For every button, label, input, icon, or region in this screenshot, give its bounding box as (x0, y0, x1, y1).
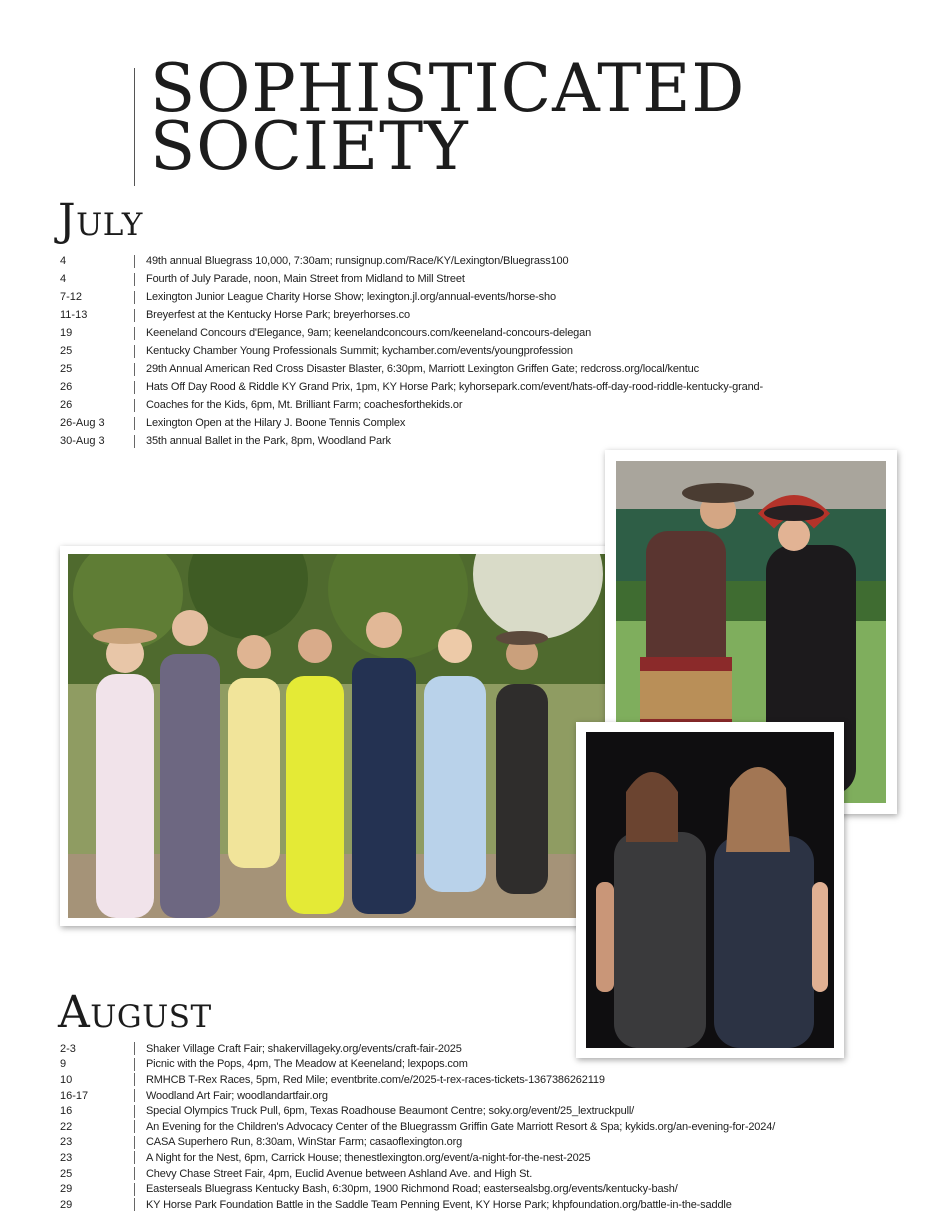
event-description: 49th annual Bluegrass 10,000, 7:30am; runsignup.com/Race/KY/Lexington/Bluegrass100 (146, 255, 569, 267)
event-date: 25 (60, 345, 73, 357)
group-photo-image (68, 554, 617, 918)
event-date: 19 (60, 327, 73, 339)
title-rule (134, 68, 135, 186)
event-date: 4 (60, 255, 67, 267)
event-row (60, 1150, 910, 1166)
event-row (60, 1119, 910, 1135)
event-row (60, 414, 910, 432)
event-description: Fourth of July Parade, noon, Main Street from Midland to Mill Street (146, 273, 465, 285)
event-description: An Evening for the Children's Advocacy Center of the Bluegrassm Griffin Gate Marriott Resort & Spa; kykids.org/an-evening-for-2024/ (146, 1120, 776, 1133)
column-divider (134, 435, 135, 448)
event-row (60, 1057, 910, 1073)
event-row (60, 270, 910, 288)
column-divider (134, 1151, 135, 1164)
event-description: Lexington Junior League Charity Horse Show; lexington.jl.org/annual-events/horse-sho (146, 291, 556, 303)
column-divider (134, 1105, 135, 1118)
event-description: RMHCB T-Rex Races, 5pm, Red Mile; eventbrite.com/e/2025-t-rex-races-tickets-1367386262119 (146, 1073, 605, 1086)
column-divider (134, 255, 135, 268)
column-divider (134, 1058, 135, 1071)
column-divider (134, 399, 135, 412)
column-divider (134, 1167, 135, 1180)
title-line-1: SOPHISTICATED (150, 50, 746, 127)
event-date: 26 (60, 381, 73, 393)
event-date: 25 (60, 363, 73, 375)
column-divider (134, 1120, 135, 1133)
group-photo (60, 546, 625, 926)
event-row (60, 1041, 910, 1057)
event-description: Easterseals Bluegrass Kentucky Bash, 6:30pm, 1900 Richmond Road; eastersealsbg.org/events/kentucky-bash/ (146, 1183, 678, 1196)
event-row (60, 1197, 910, 1213)
event-description: Breyerfest at the Kentucky Horse Park; breyerhorses.co (146, 309, 410, 321)
event-date: 26-Aug 3 (60, 417, 105, 429)
column-divider (134, 363, 135, 376)
event-row (60, 1072, 910, 1088)
column-divider (134, 1042, 135, 1055)
event-description: Coaches for the Kids, 6pm, Mt. Brilliant Farm; coachesforthekids.or (146, 399, 463, 411)
event-description: Chevy Chase Street Fair, 4pm, Euclid Avenue between Ashland Ave. and High St. (146, 1167, 533, 1180)
event-row (60, 1135, 910, 1151)
column-divider (134, 417, 135, 430)
event-description: Lexington Open at the Hilary J. Boone Tennis Complex (146, 417, 406, 429)
event-date: 29 (60, 1198, 73, 1211)
event-date: 22 (60, 1120, 73, 1133)
event-date: 16-17 (60, 1089, 89, 1102)
event-row (60, 432, 910, 450)
column-divider (134, 327, 135, 340)
july-event-list (60, 252, 910, 450)
column-divider (134, 1073, 135, 1086)
event-description: Shaker Village Craft Fair; shakervillageky.org/events/craft-fair-2025 (146, 1042, 462, 1055)
event-row (60, 378, 910, 396)
event-row (60, 1103, 910, 1119)
event-date: 25 (60, 1167, 73, 1180)
two-women-photo-image (586, 732, 834, 1048)
column-divider (134, 1089, 135, 1102)
event-row (60, 1166, 910, 1182)
column-divider (134, 1198, 135, 1211)
event-date: 16 (60, 1105, 73, 1118)
event-date: 7-12 (60, 291, 83, 303)
event-description: A Night for the Nest, 6pm, Carrick House; thenestlexington.org/event/a-night-for-the-nest-2025 (146, 1151, 591, 1164)
column-divider (134, 1136, 135, 1149)
column-divider (134, 381, 135, 394)
two-women-photo (576, 722, 844, 1058)
event-date: 26 (60, 399, 73, 411)
august-event-list (60, 1041, 910, 1213)
event-description: 29th Annual American Red Cross Disaster Blaster, 6:30pm, Marriott Lexington Griffen Gate; redcross.org/local/kentuc (146, 363, 699, 375)
page-title (150, 50, 746, 185)
column-divider (134, 309, 135, 322)
event-date: 23 (60, 1136, 73, 1149)
event-description: Woodland Art Fair; woodlandartfair.org (146, 1089, 328, 1102)
event-date: 9 (60, 1058, 67, 1071)
event-row (60, 306, 910, 324)
event-description: KY Horse Park Foundation Battle in the Saddle Team Penning Event, KY Horse Park; khpfoundation.org/battle-in-the-saddle (146, 1198, 732, 1211)
column-divider (134, 291, 135, 304)
event-description: Special Olympics Truck Pull, 6pm, Texas Roadhouse Beaumont Centre; soky.org/event/25_lextruckpull/ (146, 1105, 635, 1118)
event-description: Kentucky Chamber Young Professionals Summit; kychamber.com/events/youngprofession (146, 345, 573, 357)
event-date: 4 (60, 273, 67, 285)
event-row (60, 360, 910, 378)
event-date: 2-3 (60, 1042, 76, 1055)
event-description: Picnic with the Pops, 4pm, The Meadow at Keeneland; lexpops.com (146, 1058, 468, 1071)
event-date: 11-13 (60, 309, 88, 321)
column-divider (134, 273, 135, 286)
event-date: 10 (60, 1073, 73, 1086)
event-row (60, 324, 910, 342)
event-date: 30-Aug 3 (60, 435, 105, 447)
event-row (60, 1181, 910, 1197)
event-description: 35th annual Ballet in the Park, 8pm, Woodland Park (146, 435, 391, 447)
event-row (60, 396, 910, 414)
event-description: CASA Superhero Run, 8:30am, WinStar Farm; casaoflexington.org (146, 1136, 463, 1149)
august-heading: August (58, 987, 212, 1038)
event-row (60, 288, 910, 306)
event-date: 23 (60, 1151, 73, 1164)
column-divider (134, 1183, 135, 1196)
event-row (60, 252, 910, 270)
event-row (60, 1088, 910, 1104)
column-divider (134, 345, 135, 358)
event-description: Keeneland Concours d'Elegance, 9am; keenelandconcours.com/keeneland-concours-delegan (146, 327, 592, 339)
event-description: Hats Off Day Rood & Riddle KY Grand Prix, 1pm, KY Horse Park; kyhorsepark.com/event/hats-off-day-rood-riddle-kentucky-grand- (146, 381, 764, 393)
title-line-2: SOCIETY (150, 108, 469, 185)
event-date: 29 (60, 1183, 73, 1196)
july-heading: July (58, 195, 143, 246)
event-row (60, 342, 910, 360)
